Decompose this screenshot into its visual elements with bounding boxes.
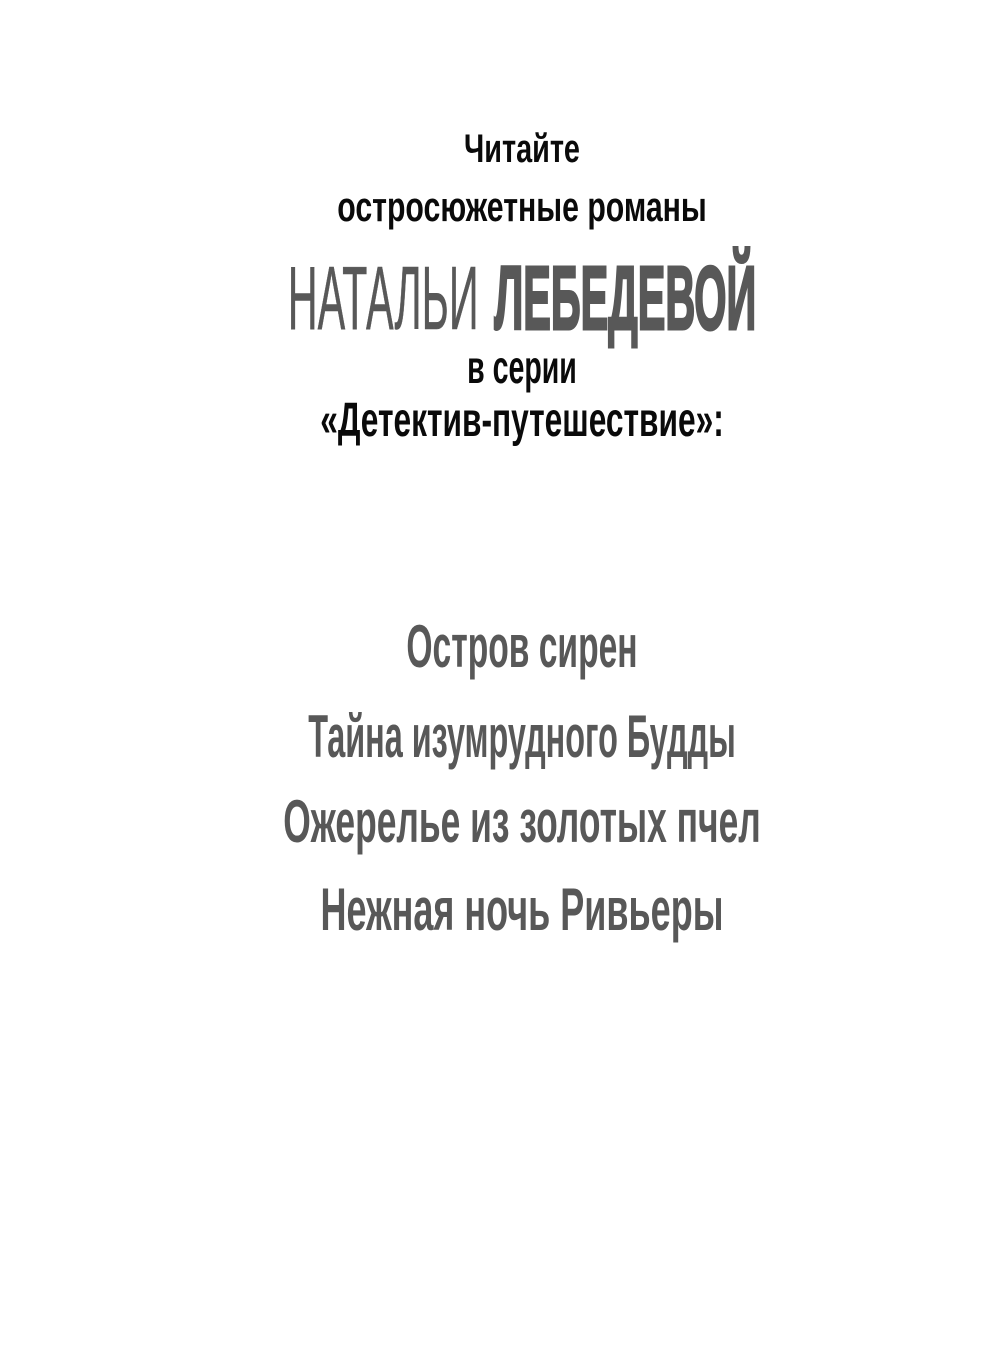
author-name (287, 249, 757, 349)
book-title: Тайна изумрудного Будды (308, 703, 736, 770)
series-intro: в серии (467, 341, 577, 393)
series-name: «Детектив-путешествие»: (320, 394, 724, 447)
book-title: Ожерелье из золотых пчел (283, 788, 761, 855)
author-first-name: НАТАЛЬИ (287, 249, 479, 349)
header-genre-line: остросюжетные романы (337, 183, 707, 230)
author-last-name: ЛЕБЕДЕВОЙ (494, 249, 757, 349)
book-title: Нежная ночь Ривьеры (320, 876, 724, 943)
book-title: Остров сирен (406, 613, 638, 680)
header-read-invite: Читайте (464, 127, 580, 171)
